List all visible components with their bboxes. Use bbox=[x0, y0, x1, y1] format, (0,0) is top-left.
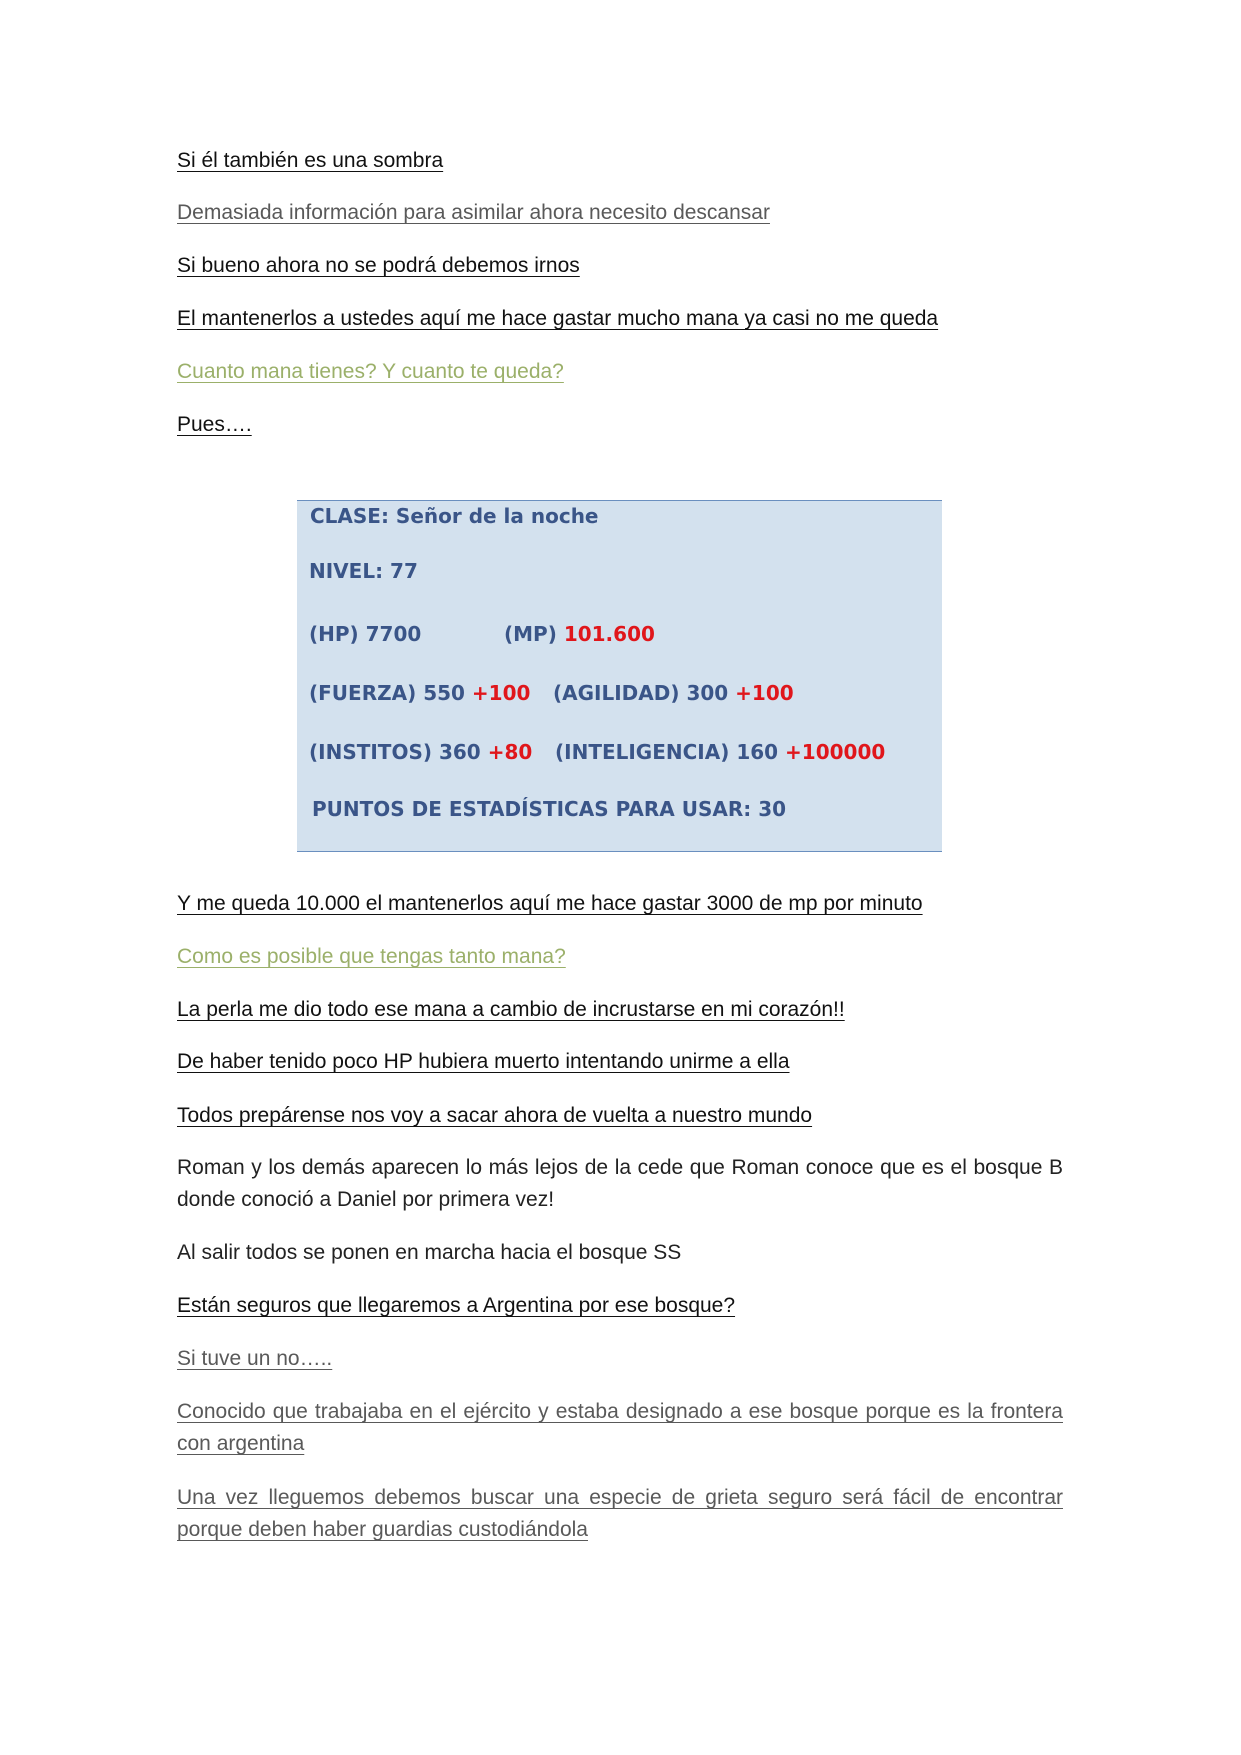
stat-agilidad bbox=[553, 681, 794, 705]
dialogue-line: Si bueno ahora no se podrá debemos irnos bbox=[177, 254, 580, 277]
stat-inteligencia-label: (INTELIGENCIA) 160 bbox=[555, 740, 779, 764]
stat-inteligencia-bonus: +100000 bbox=[785, 740, 886, 764]
stat-institos-label: (INSTITOS) 360 bbox=[309, 740, 481, 764]
stat-mp bbox=[504, 622, 655, 646]
stat-fuerza-bonus: +100 bbox=[471, 681, 531, 705]
character-stats-box bbox=[297, 500, 942, 852]
dialogue-line: Si él también es una sombra bbox=[177, 149, 444, 172]
stat-hp: (HP) 7700 bbox=[309, 622, 422, 646]
dialogue-line: El mantenerlos a ustedes aquí me hace gastar mucho mana ya casi no me queda bbox=[177, 307, 939, 330]
stat-clase: CLASE: Señor de la noche bbox=[310, 504, 599, 528]
dialogue-line: De haber tenido poco HP hubiera muerto intentando unirme a ella bbox=[177, 1050, 790, 1073]
dialogue-paragraph: Conocido que trabajaba en el ejército y estaba designado a ese bosque porque es la frontera con argentina bbox=[177, 1400, 1063, 1455]
stat-institos bbox=[309, 740, 532, 764]
stat-inteligencia bbox=[555, 740, 885, 764]
narration-paragraph: Al salir todos se ponen en marcha hacia el bosque SS bbox=[177, 1241, 682, 1264]
stat-fuerza-label: (FUERZA) 550 bbox=[309, 681, 465, 705]
narration-paragraph: Roman y los demás aparecen lo más lejos de la cede que Roman conoce que es el bosque B donde conoció a Daniel por primera vez! bbox=[177, 1156, 1063, 1211]
dialogue-line: Y me queda 10.000 el mantenerlos aquí me hace gastar 3000 de mp por minuto bbox=[177, 892, 923, 915]
dialogue-line: Pues…. bbox=[177, 413, 252, 436]
dialogue-line: Cuanto mana tienes? Y cuanto te queda? bbox=[177, 360, 564, 383]
stat-institos-bonus: +80 bbox=[487, 740, 533, 764]
stat-puntos: PUNTOS DE ESTADÍSTICAS PARA USAR: 30 bbox=[312, 797, 787, 821]
dialogue-line: Demasiada información para asimilar ahora necesito descansar bbox=[177, 201, 770, 224]
dialogue-line: La perla me dio todo ese mana a cambio de incrustarse en mi corazón!! bbox=[177, 998, 845, 1021]
stat-agilidad-label: (AGILIDAD) 300 bbox=[553, 681, 729, 705]
stat-fuerza bbox=[309, 681, 530, 705]
dialogue-paragraph: Una vez lleguemos debemos buscar una especie de grieta seguro será fácil de encontrar porque deben haber guardias custodiándola bbox=[177, 1486, 1063, 1541]
stat-agilidad-bonus: +100 bbox=[735, 681, 794, 705]
stat-mp-label: (MP) bbox=[504, 622, 557, 646]
dialogue-line: Si tuve un no….. bbox=[177, 1347, 333, 1370]
dialogue-line: Están seguros que llegaremos a Argentina por ese bosque? bbox=[177, 1294, 736, 1317]
stat-nivel: NIVEL: 77 bbox=[309, 559, 418, 583]
stat-mp-value: 101.600 bbox=[563, 622, 655, 646]
dialogue-line: Como es posible que tengas tanto mana? bbox=[177, 945, 566, 968]
dialogue-line: Todos prepárense nos voy a sacar ahora de vuelta a nuestro mundo bbox=[177, 1104, 813, 1127]
